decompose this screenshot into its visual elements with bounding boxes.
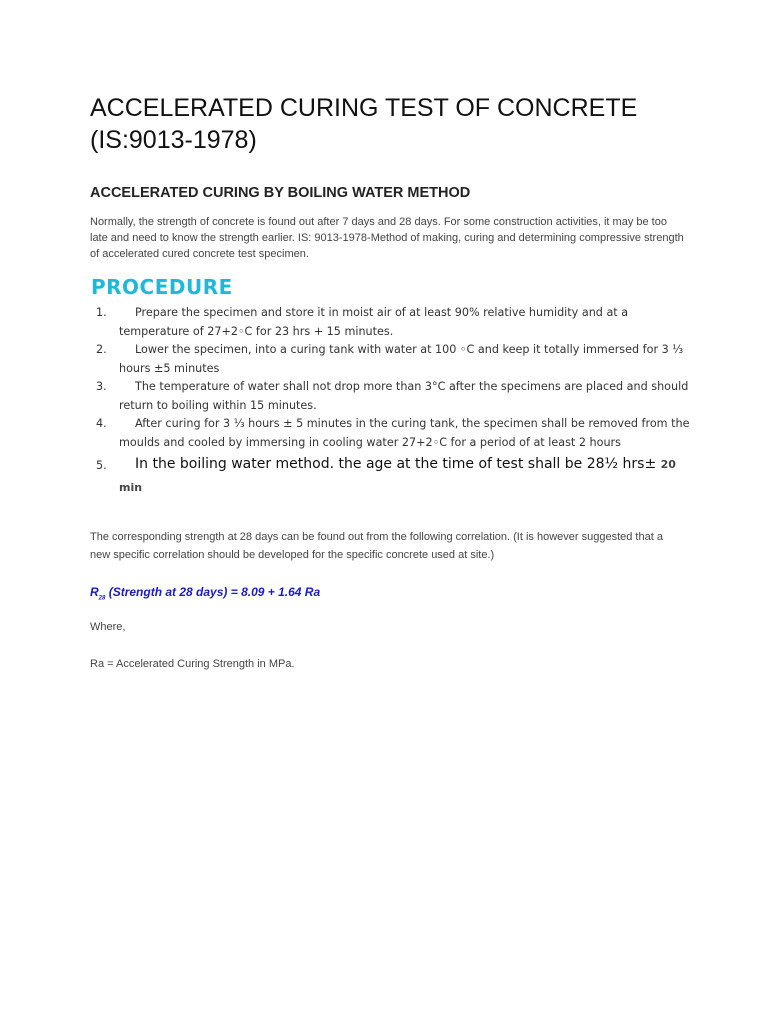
step-text: The temperature of water shall not drop more than 3°C after the specimens are placed and should return to boiling within 15 minutes.	[119, 380, 689, 412]
formula-subscript: 28	[98, 595, 106, 602]
step-text: Prepare the specimen and store it in moist air of at least 90% relative humidity and at a temperature of 27+2◦C for 23 hrs + 15 minutes.	[119, 306, 629, 338]
step-text-wrapper	[119, 453, 690, 499]
document-page	[90, 92, 690, 670]
page-title	[90, 92, 690, 156]
step-text: Lower the specimen, into a curing tank with water at 100 ◦C and keep it totally immersed for 3 ⅓ hours ±5 minutes	[119, 343, 684, 375]
step-number: 2.	[96, 343, 107, 356]
procedure-heading: PROCEDURE	[91, 275, 233, 299]
step-number: 3.	[96, 380, 107, 393]
step-number: 4.	[96, 417, 107, 430]
strength-formula	[90, 583, 320, 607]
intro-paragraph: Normally, the strength of concrete is found out after 7 days and 28 days. For some construction activities, it may be too late and need to know the strength earlier. IS: 9013-1978-Method of making, curing and determining compressive strength of accelerated cured concrete test specimen.	[90, 216, 684, 260]
page-title-line-1: ACCELERATED CURING TEST OF CONCRETE	[90, 94, 638, 122]
procedure-step-5	[90, 453, 690, 499]
procedure-list	[90, 304, 690, 499]
step-text-tail: 20 min	[119, 458, 676, 494]
ra-definition: Ra = Accelerated Curing Strength in MPa.	[90, 658, 295, 670]
formula-prefix: R	[90, 585, 99, 599]
step-text: In the boiling water method. the age at the time of test shall be 28½ hrs±	[135, 456, 657, 472]
procedure-step-4	[90, 415, 690, 452]
correlation-paragraph: The corresponding strength at 28 days can be found out from the following correlation. (It is however suggested that a new specific correlation should be developed for the specific concrete used at site.)	[90, 531, 663, 561]
procedure-step-2	[90, 341, 690, 378]
formula-rest: (Strength at 28 days) = 8.09 + 1.64 Ra	[105, 585, 321, 599]
procedure-step-1	[90, 304, 690, 341]
where-label: Where,	[90, 621, 126, 633]
step-number: 5.	[96, 459, 107, 472]
step-text: After curing for 3 ⅓ hours ± 5 minutes in the curing tank, the specimen shall be removed from the moulds and cooled by immersing in cooling water 27+2◦C for a period of at least 2 hours	[119, 417, 690, 449]
procedure-step-3	[90, 378, 690, 415]
section-subtitle: ACCELERATED CURING BY BOILING WATER METHOD	[90, 185, 471, 201]
page-title-line-2: (IS:9013-1978)	[90, 126, 257, 154]
step-number: 1.	[96, 306, 107, 319]
